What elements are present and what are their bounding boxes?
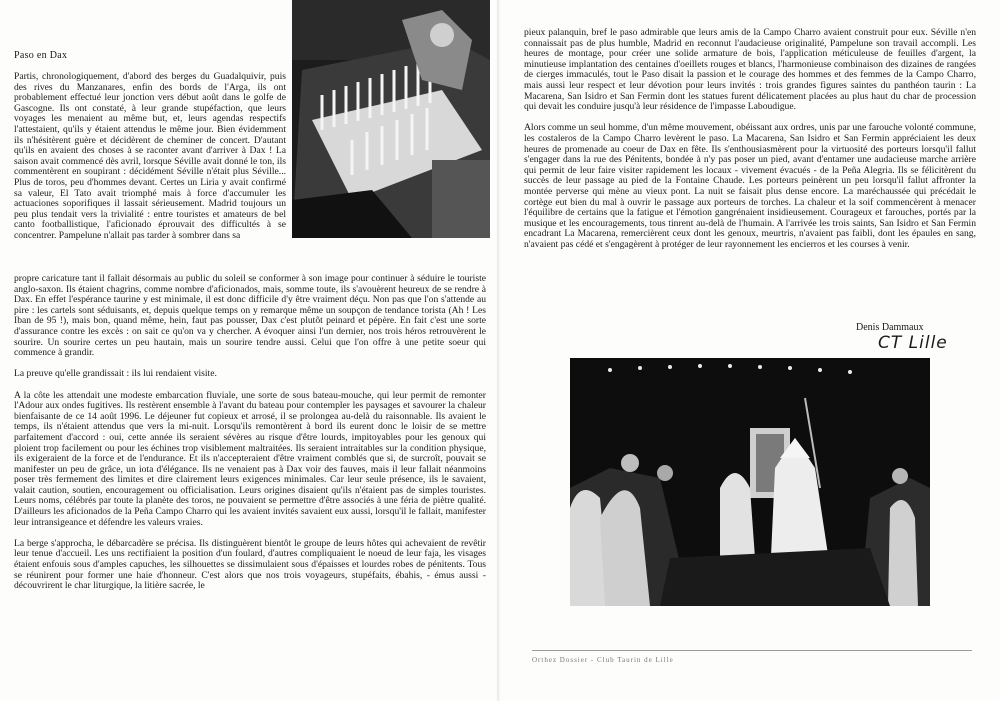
paragraph: Alors comme un seul homme, d'un même mouvement, obéissant aux ordres, unis par une farouche volonté commune, les costaleros de la Campo Charro levèrent le paso. La Macarena, San Isidro et San Fermin appréciaient les deux heures de promenade au coeur de Dax en fête. Ils s'enthousiasmèrent pour la virtuosité des porteurs lorsqu'il fallut s'engager dans la rue des Pénitents, bondée à n'y pas poser un pied, avant d'entamer une audacieuse marche arrière qui permit de leur faire visiter rapidement les locaux - vivement évacués - de la Peña Alegria. Ils se félicitèrent du succès de leur passage au pied de la Fontaine Chaude. Les porteurs peinèrent un peu lorsqu'il fallut affronter la montée perverse qui mène au vieux pont. La nuit se faisait plus dense encore. La maréchaussée qui précédait le cortège eut bien du mal à ouvrir le passage aux porteurs de torches. La chaleur et la soif commencèrent à menacer l'équilibre de certains que la fatigue et l'émotion gangrénaient insidieusement. Courageux et farouches, portés par la musique et les encouragements, tous tinrent au-delà de l'humain. A l'arrivée les trois saints, San Isidro et San Fermin encadrant La Macarena, remercièrent ceux dont les genoux, meurtris, n'avaient pas faibli, dont les épaules en sang, n'avaient pas cédé et s'engagèrent à protéger de leur rayonnement les encierros et les courses à venir.	[524, 122, 976, 250]
left-column-text	[14, 274, 486, 602]
paragraph: La berge s'approcha, le débarcadère se précisa. Ils distinguèrent bientôt le groupe de leurs hôtes qui achevaient de revêtir leur tenue d'accueil. Les uns rectifiaient la position d'un foulard, d'autres compliquaient le noeud de leur faja, les visages étaient enfouis sous d'amples capuches, les silhouettes se dissimulaient sous d'épaisses et lourdes robes de pénitents. Tous se réunirent pour former une haie d'honneur. C'est alors que nos trois voyageurs, stupéfaits, ébahis, - émus aussi - découvrirent le char liturgique, la litière sacrée, le	[14, 537, 486, 592]
author-signature: Denis Dammaux	[856, 322, 924, 333]
paragraph: propre caricature tant il fallait désormais au public du soleil se conformer à son image pour continuer à séduire le touriste anglo-saxon. Ils étaient chagrins, comme nombre d'aficionados, mais, somme toute, ils s'avouèrent heureux de se rendre à Dax. En effet l'espérance taurine y est minimale, il est donc difficile d'y être vraiment déçu. Non pas que l'on s'attende au pire : les cartels sont séduisants, et, depuis quelque temps on y remarque même un soupçon de tendance torista (Ah ! Les Iban de 95 !), mais bon, quand même, hein, faut pas pousser, Dax c'est plutôt peinard et pépère. En fait c'est une sorte d'assurance contre les excès : on sait ce qu'on va y chercher. A évoquer ainsi l'un dernier, nos trois héros retrouvèrent le sourire. Un sourire certes un peu hautain, mais un sourire tendre aussi. Celui que l'on offre à une petite soeur qui commence à grandir.	[14, 273, 486, 359]
right-page	[500, 0, 1000, 701]
footer-text: Orthez Dossier - Club Taurin de Lille	[532, 656, 674, 664]
paragraph: A la côte les attendait une modeste embarcation fluviale, une sorte de sous bateau-mouche, qui leur permit de remonter l'Adour aux ondes fugitives. Ils restèrent ensemble à l'avant du bateau pour contempler les paysages et savourer la chaleur bienfaisante de ce 14 août 1996. Le déjeuner fut copieux et arrosé, il se prolongea au-delà du raisonnable. Ils avaient le temps, ils n'étaient attendus que vers la mi-nuit. Lorsqu'ils remontèrent à bord ils eurent donc le loisir de se mettre parfaitement d'accord : oui, cette année ils seraient sévères au risque d'être lourds, impitoyables pour les genoux qui ploient trop facilement ou pour les échines trop visiblement maltraitées. Ils seraient intraitables sur la condition physique, ils exigeraient de la force et de l'endurance. Et ils n'accepteraient d'être vraiment comblés que si, de surcroît, pouvait se manifester un peu de grâce, un iota d'élégance. Ils ne venaient pas à Dax voir des fauves, mais il leur fallait néanmoins poser très fermement des limites et dire clairement leurs exigences minimales. Car leur seule présence, ils le savaient, valait caution, soutien, encouragement ou officialisation. Leurs origines disaient qu'ils n'étaient pas de simples touristes. Leurs noms, célébrés par toute la planète des toros, ne pouvaient se permettre d'être associés à une féria de piètre qualité. D'ailleurs les aficionados de la Peña Campo Charro qui les avaient invités savaient eux aussi, lorsqu'il le fallait, manifester leur intransigeance et défendre les valeurs vraies.	[14, 389, 486, 528]
procession-candles-photo	[292, 0, 490, 238]
paragraph: pieux palanquin, bref le paso admirable que leurs amis de la Campo Charro avaient construit pour eux. Séville n'en connaissait pas de plus humble, Madrid en reconnut l'audacieuse originalité, Pampelune son travail accompli. Les heures de montage, pour créer une solide armature de bois, l'application méticuleuse de feuilles d'argent, la minutieuse implantation des centaines d'oeillets rouges et blancs, l'harmonieuse combinaison des dizaines de rangées de cierges immaculés, tout le Paso disait la passion et le courage des hommes et des femmes de la Campo Charro, mais aussi leur respect et leur dévotion pour leurs invités : trois grandes figures saintes du panthéon taurin : La Macarena, San Isidro et San Fermin dont les statues furent délicatement placées au plus haut du char de procession qui devait les conduire jusqu'à leur résidence de l'impasse Laboudigue.	[524, 27, 976, 113]
paragraph: La preuve qu'elle grandissait : ils lui rendaient visite.	[14, 368, 217, 380]
right-column-text	[524, 28, 976, 261]
footer-rule	[532, 650, 972, 651]
article-title: Paso en Dax	[14, 50, 68, 61]
night-procession-penitents-photo	[570, 358, 930, 606]
article-text-intro: Partis, chronologiquement, d'abord des berges du Guadalquivir, puis des rives du Manzanares, enfin des bords de l'Arga, ils ont probablement effectué leur jonction vers début août dans le golfe de Gascogne. Ils ont constaté, à leur grande stupéfaction, que leurs voyages les menaient au même but, et, leurs agendas respectifs l'attestaient, qu'ils y étaient attendus le même jour. Bien évidemment ils n'hésitèrent guère et décidèrent de cheminer de concert. D'autant qu'ils en avaient des choses à se raconter avant d'arriver à Dax ! La saison avait commencé dès avril, lorsque Séville avait donné le ton, ils commentèrent en soupirant : décidément Séville n'était plus Séville... Plus de toros, peu d'hommes devant. Certes un Liria y avait confirmé sa valeur, El Tato avait triomphé mais à force d'accumuler les actuaciones soporifiques il lassait sérieusement. Madrid toujours un peu plus tendait vers la trivialité : entre touristes et amateurs de bel canto footballistique, l'aficionado éprouvait des difficultés à se concentrer. Pampelune n'allait pas tarder à sombrer dans sa	[14, 71, 286, 241]
handwritten-note: CT Lille	[878, 333, 948, 353]
